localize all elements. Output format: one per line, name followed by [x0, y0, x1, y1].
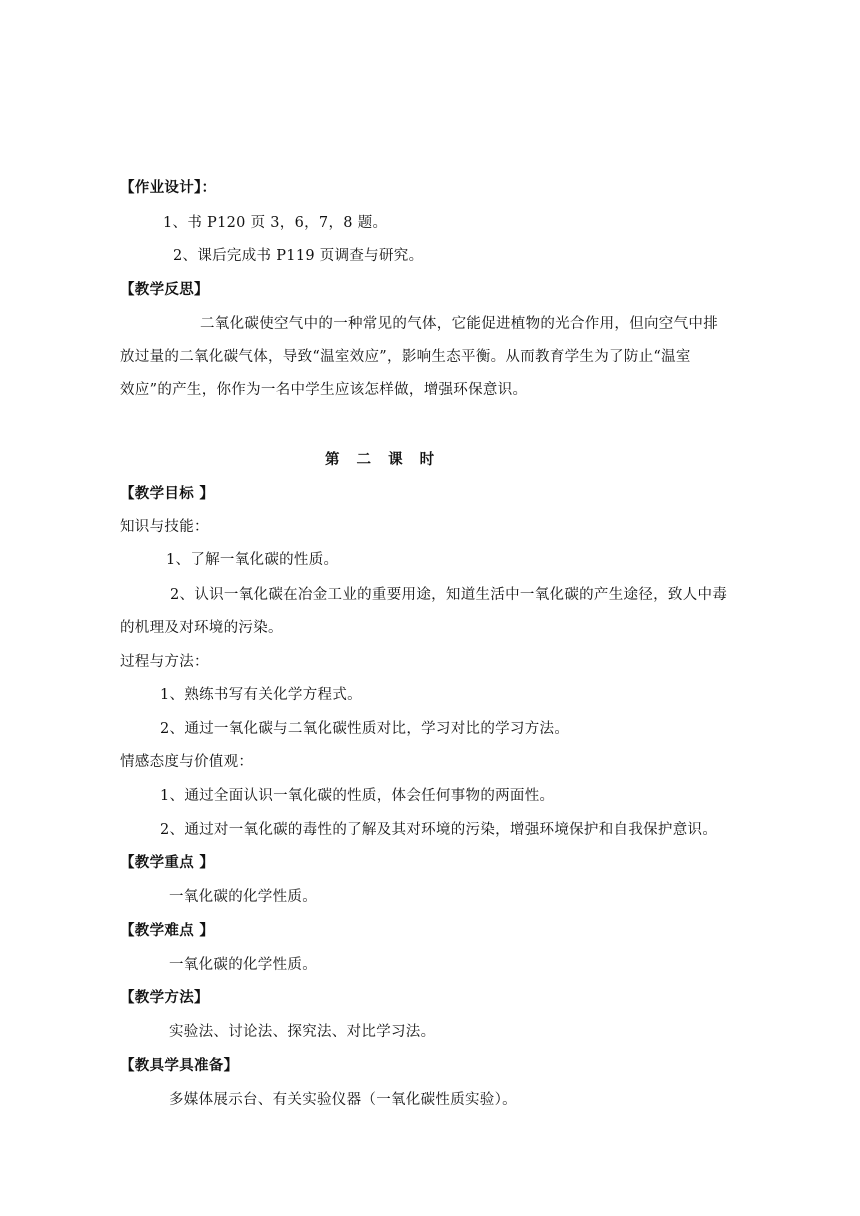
- method-heading: 【教学方法】: [120, 990, 209, 1006]
- process-item-1: 1、熟练书写有关化学方程式。: [160, 687, 362, 703]
- difficulty-heading: 【教学难点 】: [120, 923, 215, 939]
- key-point-text: 一氧化碳的化学性质。: [169, 889, 317, 905]
- objectives-heading: 【教学目标 】: [120, 486, 215, 502]
- materials-text: 多媒体展示台、有关实验仪器（一氧化碳性质实验）。: [169, 1092, 517, 1108]
- homework-item-2: 2、课后完成书 P119 页调查与研究。: [173, 248, 424, 264]
- knowledge-item-2: 2、认识一氧化碳在冶金工业的重要用途，知道生活中一氧化碳的产生途径，致人中毒: [170, 587, 728, 603]
- attitude-item-1: 1、通过全面认识一氧化碳的性质，体会任何事物的两面性。: [160, 788, 555, 804]
- homework-heading: 【作业设计】：: [120, 180, 217, 196]
- process-item-2: 2、通过一氧化碳与二氧化碳性质对比，学习对比的学习方法。: [160, 721, 570, 737]
- attitude-label: 情感态度与价值观：: [120, 754, 254, 770]
- reflection-line-2: 放过量的二氧化碳气体，导致“温室效应”，影响生态平衡。从而教育学生为了防止“温室: [120, 349, 691, 365]
- materials-heading: 【教具学具准备】: [120, 1058, 239, 1074]
- method-text: 实验法、讨论法、探究法、对比学习法。: [169, 1024, 436, 1040]
- homework-item-1: 1、书 P120 页 3，6，7，8 题。: [163, 215, 388, 231]
- knowledge-item-1: 1、了解一氧化碳的性质。: [166, 552, 339, 568]
- process-label: 过程与方法：: [120, 654, 209, 670]
- reflection-heading: 【教学反思】: [120, 282, 209, 298]
- key-point-heading: 【教学重点 】: [120, 855, 215, 871]
- lesson-title: 第 二 课 时: [325, 452, 441, 468]
- knowledge-item-2-cont: 的机理及对环境的污染。: [120, 620, 283, 636]
- difficulty-text: 一氧化碳的化学性质。: [169, 957, 317, 973]
- knowledge-label: 知识与技能：: [120, 519, 209, 535]
- reflection-line-1: 二氧化碳使空气中的一种常见的气体，它能促进植物的光合作用，但向空气中排: [200, 316, 718, 332]
- reflection-line-3: 效应”的产生，你作为一名中学生应该怎样做，增强环保意识。: [120, 382, 528, 398]
- attitude-item-2: 2、通过对一氧化碳的毒性的了解及其对环境的污染，增强环境保护和自我保护意识。: [160, 822, 718, 838]
